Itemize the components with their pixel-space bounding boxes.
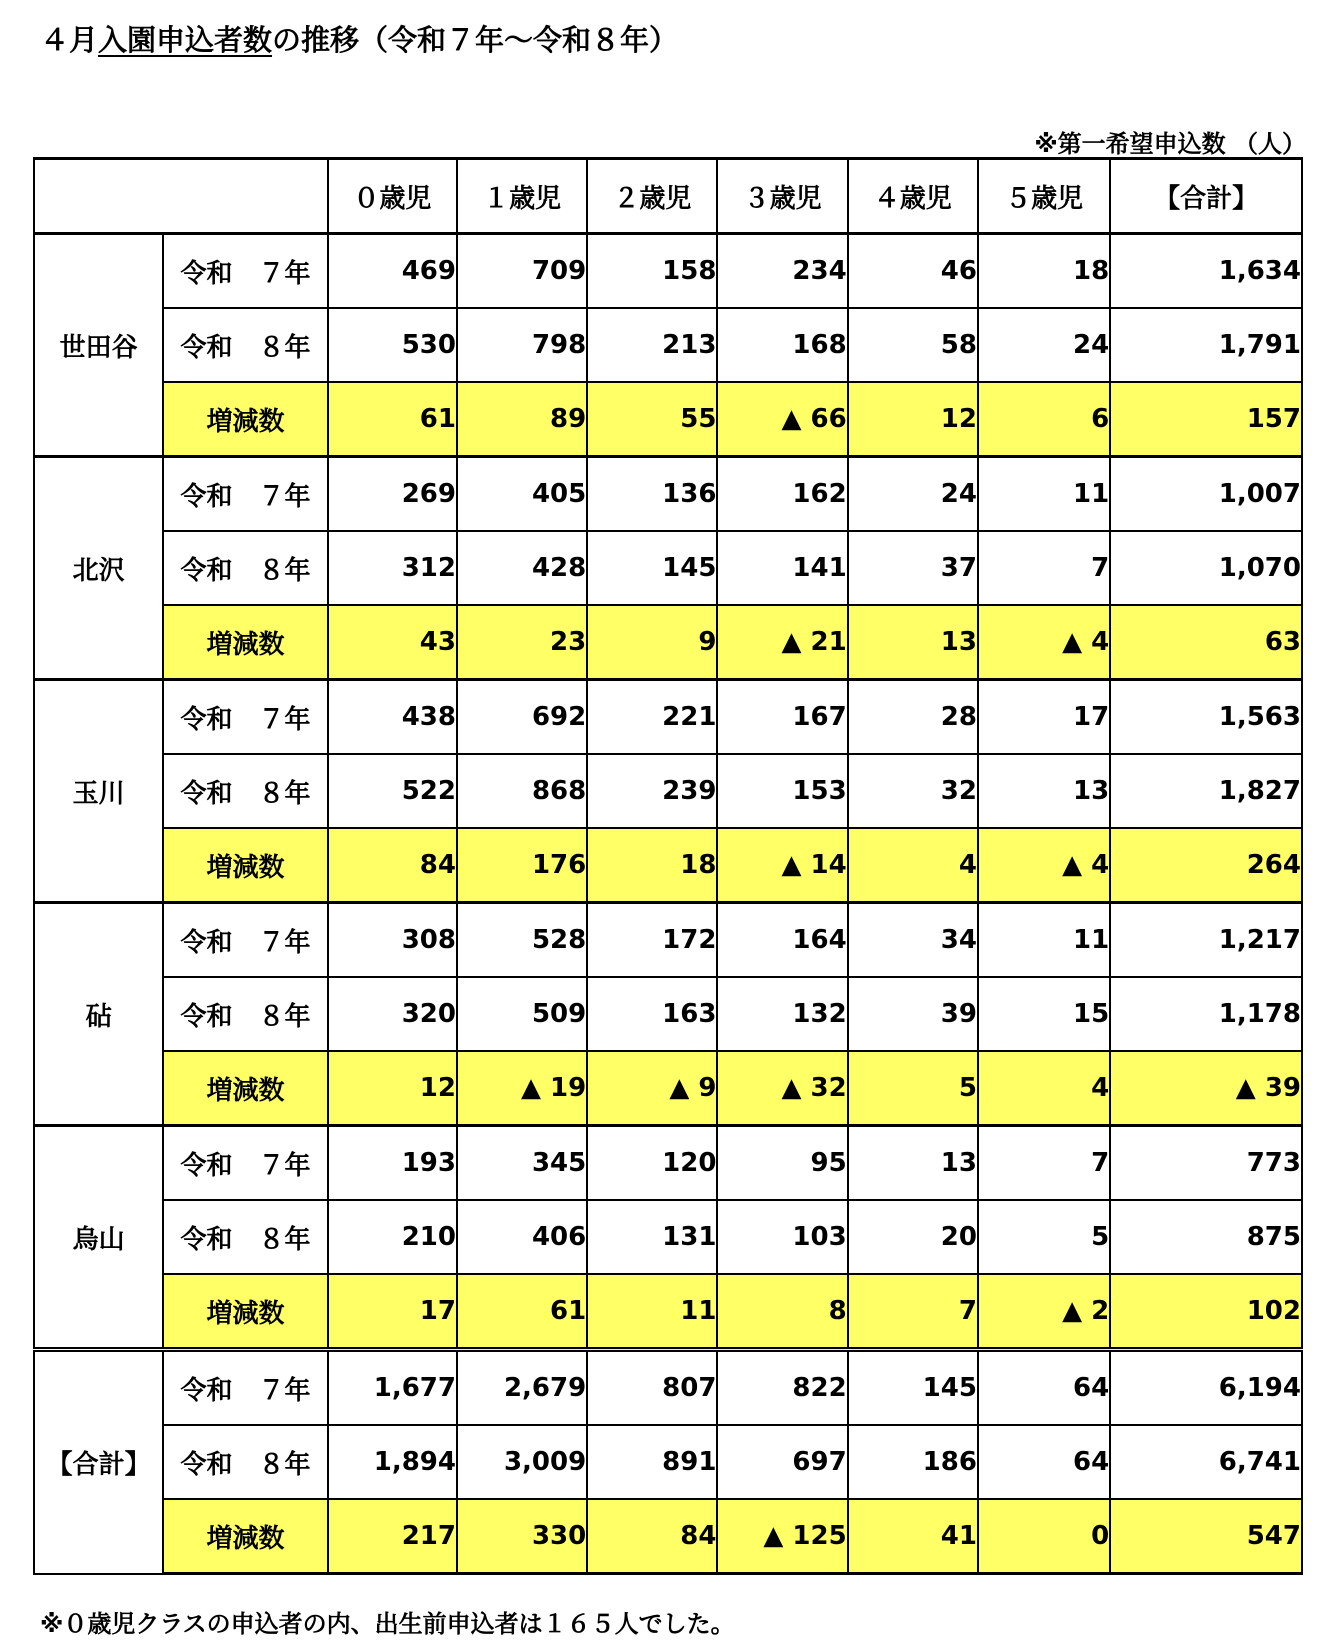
value-cell: 312: [328, 531, 457, 605]
title-prefix: ４月: [40, 23, 99, 57]
value-cell: 320: [328, 977, 457, 1051]
value-cell: 269: [328, 457, 457, 532]
table-row: [34, 1200, 1302, 1274]
value-cell: 530: [328, 308, 457, 382]
total-cell: 1,827: [1110, 754, 1302, 828]
value-cell: ▲ 21: [717, 605, 847, 680]
row-label-year: 令和 ７年: [163, 1350, 328, 1426]
value-cell: 11: [978, 457, 1110, 532]
row-label-diff: 増減数: [163, 605, 328, 680]
row-label-diff: 増減数: [163, 1499, 328, 1574]
value-cell: 41: [848, 1499, 978, 1574]
value-cell: 239: [587, 754, 717, 828]
row-label-diff: 増減数: [163, 382, 328, 457]
value-cell: 153: [717, 754, 847, 828]
value-cell: ▲ 4: [978, 605, 1110, 680]
value-cell: 406: [457, 1200, 587, 1274]
value-cell: 12: [848, 382, 978, 457]
value-cell: 193: [328, 1126, 457, 1201]
header-age-2: ２歳児: [587, 159, 717, 234]
total-cell: 1,634: [1110, 234, 1302, 309]
value-cell: 24: [978, 308, 1110, 382]
area-name: 北沢: [34, 457, 163, 680]
row-label-year: 令和 ７年: [163, 680, 328, 755]
header-age-0: ０歳児: [328, 159, 457, 234]
value-cell: 164: [717, 903, 847, 978]
value-cell: 4: [978, 1051, 1110, 1126]
title-suffix: の推移（令和７年～令和８年）: [272, 23, 679, 57]
value-cell: 9: [587, 605, 717, 680]
value-cell: 528: [457, 903, 587, 978]
value-cell: 131: [587, 1200, 717, 1274]
value-cell: 167: [717, 680, 847, 755]
value-cell: 64: [978, 1425, 1110, 1499]
value-cell: 61: [457, 1274, 587, 1350]
value-cell: 55: [587, 382, 717, 457]
table-row: [34, 680, 1302, 755]
value-cell: 120: [587, 1126, 717, 1201]
row-label-year: 令和 ８年: [163, 531, 328, 605]
value-cell: 61: [328, 382, 457, 457]
value-cell: 12: [328, 1051, 457, 1126]
row-label-year: 令和 ８年: [163, 977, 328, 1051]
value-cell: ▲ 9: [587, 1051, 717, 1126]
value-cell: 234: [717, 234, 847, 309]
table-row: [34, 1126, 1302, 1201]
row-label-year: 令和 ７年: [163, 234, 328, 309]
value-cell: 5: [978, 1200, 1110, 1274]
row-label-year: 令和 ８年: [163, 1200, 328, 1274]
total-cell: 773: [1110, 1126, 1302, 1201]
value-cell: 1,894: [328, 1425, 457, 1499]
value-cell: 822: [717, 1350, 847, 1426]
row-label-diff: 増減数: [163, 1051, 328, 1126]
row-label-year: 令和 ７年: [163, 1126, 328, 1201]
value-cell: 13: [978, 754, 1110, 828]
header-age-1: １歳児: [457, 159, 587, 234]
value-cell: 891: [587, 1425, 717, 1499]
table-row: [34, 1425, 1302, 1499]
value-cell: 89: [457, 382, 587, 457]
value-cell: 103: [717, 1200, 847, 1274]
applications-table: [33, 157, 1303, 1575]
total-cell: 6,194: [1110, 1350, 1302, 1426]
header-age-5: ５歳児: [978, 159, 1110, 234]
value-cell: 798: [457, 308, 587, 382]
row-label-year: 令和 ８年: [163, 754, 328, 828]
value-cell: 20: [848, 1200, 978, 1274]
value-cell: 17: [328, 1274, 457, 1350]
total-cell: 1,070: [1110, 531, 1302, 605]
value-cell: 7: [848, 1274, 978, 1350]
value-cell: 23: [457, 605, 587, 680]
total-cell: 875: [1110, 1200, 1302, 1274]
total-cell: 102: [1110, 1274, 1302, 1350]
table-row: [34, 1350, 1302, 1426]
value-cell: ▲ 14: [717, 828, 847, 903]
total-cell: 6,741: [1110, 1425, 1302, 1499]
value-cell: 428: [457, 531, 587, 605]
value-cell: 158: [587, 234, 717, 309]
value-cell: 509: [457, 977, 587, 1051]
value-cell: 58: [848, 308, 978, 382]
total-cell: ▲ 39: [1110, 1051, 1302, 1126]
value-cell: 7: [978, 531, 1110, 605]
value-cell: 807: [587, 1350, 717, 1426]
header-age-4: ４歳児: [848, 159, 978, 234]
page-title: [40, 18, 678, 59]
value-cell: 8: [717, 1274, 847, 1350]
value-cell: ▲ 4: [978, 828, 1110, 903]
footnote: ※０歳児クラスの申込者の内、出生前申込者は１６５人でした。: [40, 1610, 735, 1638]
value-cell: 168: [717, 308, 847, 382]
value-cell: 405: [457, 457, 587, 532]
value-cell: 141: [717, 531, 847, 605]
value-cell: ▲ 32: [717, 1051, 847, 1126]
value-cell: 210: [328, 1200, 457, 1274]
value-cell: 95: [717, 1126, 847, 1201]
unit-note: ※第一希望申込数 （人）: [1034, 130, 1306, 158]
row-label-diff: 増減数: [163, 1274, 328, 1350]
table-row: [34, 1274, 1302, 1350]
area-name: 烏山: [34, 1126, 163, 1350]
table-row: [34, 754, 1302, 828]
value-cell: 4: [848, 828, 978, 903]
value-cell: 172: [587, 903, 717, 978]
value-cell: 84: [328, 828, 457, 903]
value-cell: 6: [978, 382, 1110, 457]
table-row: [34, 1051, 1302, 1126]
total-cell: 1,217: [1110, 903, 1302, 978]
value-cell: 213: [587, 308, 717, 382]
area-name: 【合計】: [34, 1350, 163, 1574]
value-cell: 34: [848, 903, 978, 978]
value-cell: ▲ 2: [978, 1274, 1110, 1350]
value-cell: 176: [457, 828, 587, 903]
value-cell: 132: [717, 977, 847, 1051]
value-cell: 330: [457, 1499, 587, 1574]
value-cell: 163: [587, 977, 717, 1051]
value-cell: 697: [717, 1425, 847, 1499]
header-age-3: ３歳児: [717, 159, 847, 234]
total-cell: 547: [1110, 1499, 1302, 1574]
value-cell: 2,679: [457, 1350, 587, 1426]
value-cell: 221: [587, 680, 717, 755]
table-row: [34, 531, 1302, 605]
value-cell: ▲ 66: [717, 382, 847, 457]
row-label-diff: 増減数: [163, 828, 328, 903]
total-cell: 1,178: [1110, 977, 1302, 1051]
value-cell: 18: [587, 828, 717, 903]
table-row: [34, 1499, 1302, 1574]
table-row: [34, 234, 1302, 309]
value-cell: 32: [848, 754, 978, 828]
value-cell: 64: [978, 1350, 1110, 1426]
value-cell: 43: [328, 605, 457, 680]
table-row: [34, 605, 1302, 680]
value-cell: ▲ 125: [717, 1499, 847, 1574]
total-cell: 1,791: [1110, 308, 1302, 382]
total-cell: 264: [1110, 828, 1302, 903]
value-cell: 345: [457, 1126, 587, 1201]
value-cell: 17: [978, 680, 1110, 755]
header-corner: [34, 159, 328, 234]
value-cell: 37: [848, 531, 978, 605]
table-row: [34, 828, 1302, 903]
value-cell: 5: [848, 1051, 978, 1126]
value-cell: 162: [717, 457, 847, 532]
value-cell: 3,009: [457, 1425, 587, 1499]
value-cell: 145: [848, 1350, 978, 1426]
value-cell: 15: [978, 977, 1110, 1051]
row-label-year: 令和 ７年: [163, 903, 328, 978]
value-cell: 13: [848, 605, 978, 680]
title-underlined: 入園申込者数: [98, 23, 273, 57]
area-name: 玉川: [34, 680, 163, 903]
value-cell: 28: [848, 680, 978, 755]
value-cell: 145: [587, 531, 717, 605]
total-cell: 63: [1110, 605, 1302, 680]
value-cell: 136: [587, 457, 717, 532]
header-total: 【合計】: [1110, 159, 1302, 234]
value-cell: 0: [978, 1499, 1110, 1574]
table-row: [34, 382, 1302, 457]
value-cell: 11: [978, 903, 1110, 978]
row-label-year: 令和 ７年: [163, 457, 328, 532]
value-cell: 18: [978, 234, 1110, 309]
header-row: [34, 159, 1302, 234]
value-cell: 13: [848, 1126, 978, 1201]
area-name: 砧: [34, 903, 163, 1126]
value-cell: 469: [328, 234, 457, 309]
value-cell: 186: [848, 1425, 978, 1499]
total-cell: 157: [1110, 382, 1302, 457]
value-cell: 692: [457, 680, 587, 755]
value-cell: 1,677: [328, 1350, 457, 1426]
value-cell: 522: [328, 754, 457, 828]
value-cell: 46: [848, 234, 978, 309]
row-label-year: 令和 ８年: [163, 308, 328, 382]
table-row: [34, 457, 1302, 532]
value-cell: 438: [328, 680, 457, 755]
value-cell: 868: [457, 754, 587, 828]
row-label-year: 令和 ８年: [163, 1425, 328, 1499]
area-name: 世田谷: [34, 234, 163, 457]
value-cell: 217: [328, 1499, 457, 1574]
value-cell: 84: [587, 1499, 717, 1574]
total-cell: 1,007: [1110, 457, 1302, 532]
value-cell: 24: [848, 457, 978, 532]
total-cell: 1,563: [1110, 680, 1302, 755]
value-cell: 11: [587, 1274, 717, 1350]
value-cell: 709: [457, 234, 587, 309]
table-row: [34, 977, 1302, 1051]
value-cell: 7: [978, 1126, 1110, 1201]
value-cell: 308: [328, 903, 457, 978]
table-row: [34, 308, 1302, 382]
value-cell: ▲ 19: [457, 1051, 587, 1126]
value-cell: 39: [848, 977, 978, 1051]
table-row: [34, 903, 1302, 978]
